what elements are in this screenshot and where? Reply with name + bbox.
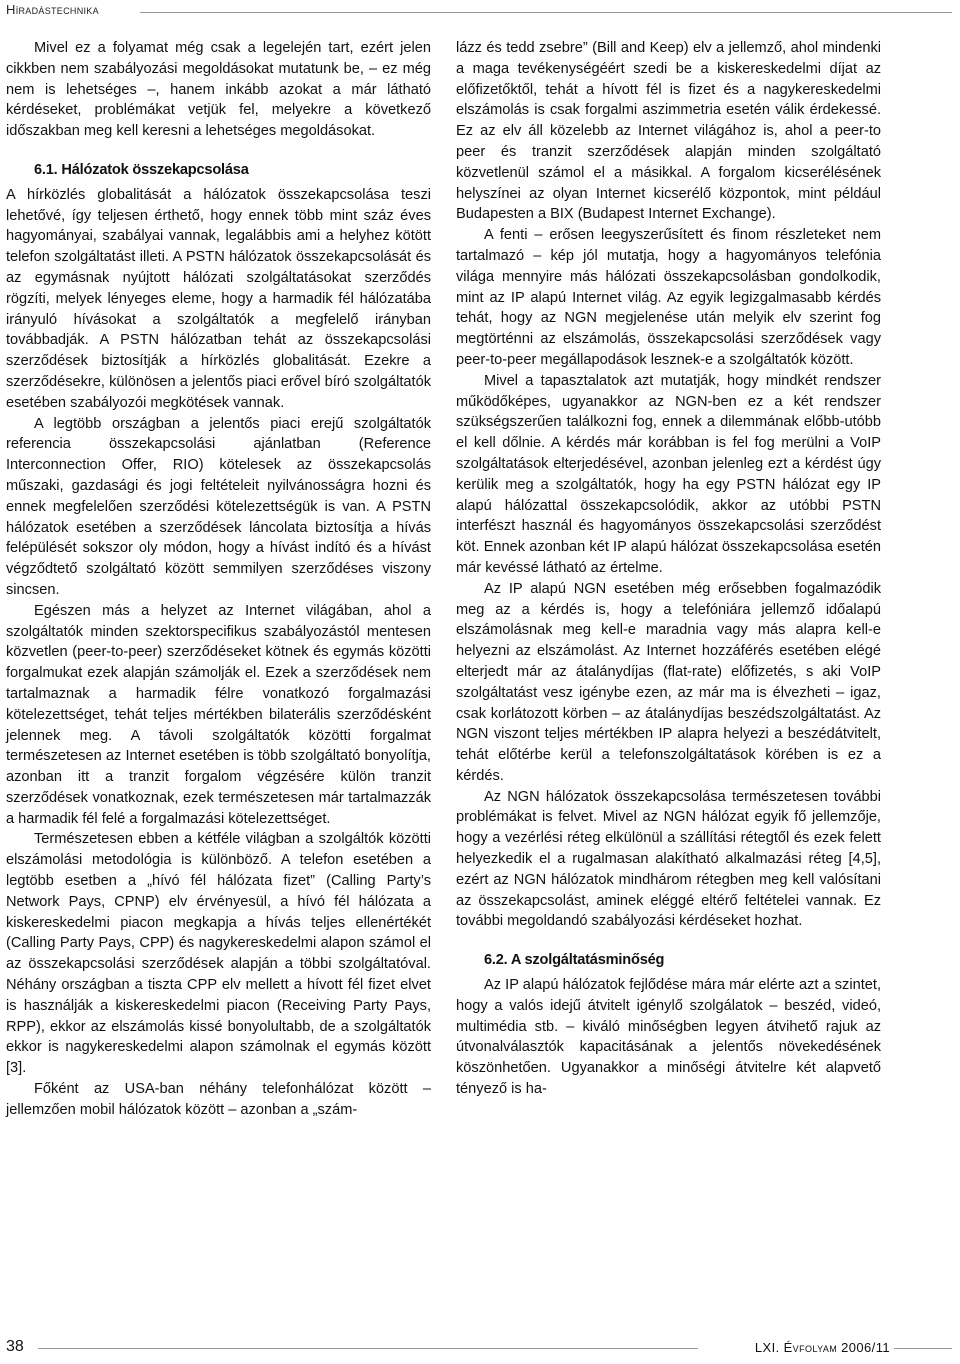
right-column [456, 38, 881, 1100]
section-heading-6-1: 6.1. Hálózatok összekapcsolása [34, 161, 249, 178]
header-rule [140, 12, 952, 13]
page-header [0, 0, 960, 30]
body-paragraph: Mivel a tapasztalatok azt mutatják, hogy mindkét rendszer működőképes, ugyanakkor az NGN-ben ez a két rendszer szükségszerűen találkozni fog, ennek a dilemmának előbb-utóbb el kell dőlnie. A kérdés már korábban is fel fog merülni a VoIP szolgáltatások elterjedésével, azonban jelenleg ezt a kérdést úgy kerülik meg a szolgáltatók, hogy ha egy PSTN hálózat egy IP alapú hálózattal összekapcsolódik, akkor az utóbbi PSTN interfészt használ és hagyományos összekapcsolási szerződést köt. Ennek azonban két IP alapú hálózat összekapcsolása esetén már kevéssé látható az értelme. [456, 372, 881, 576]
body-paragraph: Az IP alapú NGN esetében még erősebben fogalmazódik meg az a kérdés is, hogy a telefóniára jellemző időalapú elszámolásnak meg kell-e maradnia vagy más alapra kell-e helyezni az elszámolást. Az Internet hozzáférés esetében elégé elterjedt már az átalánydíjas (flat-rate) előfizetés, s aki VoIP szolgáltatást vesz igénybe ezen, az már ma is élvezheti – igaz, csak korlátozott körben – az átalánydíjas beszédszolgáltatást. Az NGN viszont teljes mértékben IP alapra helyezi a beszédátvitelt, tehát előtérbe kerül a telefonszolgáltatások körében is ez a kérdés. [456, 580, 881, 784]
body-paragraph: Természetesen ebben a kétféle világban a szolgáltók közötti elszámolási metodológia is különböző. A telefon esetében a legtöbb esetben a „hívó fél hálózata fizet” (Calling Party’s Network Pays, CPNP) elv érvényesül, a hívó fél hálózata a kiskereskedelmi piacon megkapja a hívás teljes ellenértékét (Calling Party Pays, CPP) és nagykereskedelmi alapon számol el az összekapcsolási szerződések alapján a többi szolgáltatóval. Néhány országban a tiszta CPP elv mellett a hívott fél fizet elvet is használják a kiskereskedelmi piacon (Receiving Party Pays, RPP), ekkor az elszámolás kissé bonyolultabb, de a szolgáltatók ekkor is nagykereskedelmi alapon számolnak el egymás között [3]. [6, 831, 431, 1077]
intro-paragraph: Mivel ez a folyamat még csak a legelején tart, ezért jelen cikkben nem szabályozási megoldásokat mutatunk be, – ez még nem is lehetséges –, hanem inkább azokat a már látható kérdéseket, problémákat vetjük fel, melyekre a következő időszakban meg kell keresni a lehetséges megoldásokat. [6, 40, 431, 140]
body-paragraph: A fenti – erősen leegyszerűsített és finom részleteket nem tartalmazó – kép jól mutatja, hogy a hagyományos telefónia világa mennyire más hálózati összekapcsolásban gondolkodik, mint az IP alapú Internet világ. Az egyik legizgalmasabb kérdés tehát, hogy az NGN megjelenése után melyik elv szerint fog megtörténni az elszámolás, összekapcsolási szerződések vagy peer-to-peer megállapodások lesznek-e a szolgáltatók között. [456, 227, 881, 368]
body-paragraph: lázz és tedd zsebre” (Bill and Keep) elv a jellemző, ahol mindenki a maga tevékenységéért szedi be a kiskereskedelmi díjat az előfizetőktől, tehát a hívott fél is fizet és a nagykereskedelmi elszámolás is csak forgalmi aszimmetria esetén válik érdekessé. Ez az elv áll közelebb az Internet világához is, ahol a peer-to peer és tranzit szerződések alapján minden szolgáltató közvetlenül számol el a másikkal. A forgalom kicserélésének helyszínei az olyan Internet kicserélő központok, mint például Budapesten a BIX (Budapest Internet Exchange). [456, 40, 881, 223]
body-paragraph: Az IP alapú hálózatok fejlődése mára már elérte azt a szintet, hogy a valós idejű átvitelt igénylő szolgálatok – beszéd, videó, multimédia stb. – kiváló minőségben legyen átvihető rajuk az útvonalválasztók kapacitásának a jelentős növekedésének köszönhetően. Ugyanakkor a minőségi átvitelre két alapvető tényező is ha- [456, 977, 881, 1098]
body-paragraph: Egészen más a helyzet az Internet világában, ahol a szolgáltatók minden szektorspecifikus szabályozástól mentesen közvetlen (peer-to-peer) szerződéseket kötnek és egymás közötti forgalmukat ezek alapján számolják el. Ezek a szerződések nem tartalmaznak a harmadik félre vonatkozó forgalmazási kötelezettséget, tehát teljes mértékben bilaterális szerződésként jelennek meg. A távoli szolgáltatók közötti forgalmat természetesen az Internet esetében is több szolgáltató bonyolítja, azonban itt a tranzit forgalom végzésére külön tranzit szerződések vonatkoznak, ezek természetesen már tartalmazzák a harmadik fél felé a forgalmazási kötelezettséget. [6, 602, 431, 827]
running-head: Híradástechnika [6, 2, 99, 17]
body-paragraph: Főként az USA-ban néhány telefonhálózat között – jellemzően mobil hálózatok között – azonban a „szám- [6, 1081, 431, 1118]
page-footer [0, 1334, 960, 1364]
footer-rule [38, 1348, 698, 1349]
body-paragraph: Az NGN hálózatok összekapcsolása természetesen további problémákat is felvet. Mivel az NGN hálózat egyik fő jellemzője, hogy a vezérlési réteg elkülönül a szállítási rétegtől és ezek felett helyezkedik el a rugalmasan alakítható alkalmazási réteg [4,5], ezért az NGN hálózatok mindhárom rétegben meg kell valósítani az összekapcsolást, aminek eléggé eltérő feltételei vannak. Ez további megoldandó szabályozási kérdéseket hozhat. [456, 788, 881, 930]
footer-rule [894, 1348, 952, 1349]
section-heading-6-2: 6.2. A szolgáltatásminőség [484, 952, 665, 969]
journal-issue: LXI. Évfolyam 2006/11 [754, 1340, 890, 1355]
body-paragraph: A hírközlés globalitását a hálózatok összekapcsolása teszi lehetővé, így teljesen érthető, hogy ennek több mint száz éves hagyományai, szabályai vannak, legalábbis ami a helyhez kötött telefon szolgáltatást illeti. A PSTN hálózatok összekapcsolását és az egymásnak nyújtott hálózati szolgáltatásokat szerződés rögzíti, melyek lényeges eleme, hogy a harmadik fél hálózatába irányuló hívásokat a szolgáltatók a megfelelő irányban továbbadják. A PSTN hálózatban tehát az összekapcsolási szerződések biztosítják a hírközlés globalitását. Ezekre a szerződésekre, különösen a jelentős piaci erővel bíró szolgáltatók esetében szabályozói megkötések vannak. [6, 186, 431, 411]
left-column [6, 38, 431, 1121]
body-paragraph: A legtöbb országban a jelentős piaci erejű szolgáltatók referencia összekapcsolási ajánlatban (Reference Interconnection Offer, RIO) kötelesek az összekapcsolás műszaki, gazdasági és jogi feltételeit nyilvánosságra hozni és ennek megfelelően szerződési kötelezettségük is van. A PSTN hálózatok esetében a szerződések láncolata biztosítja a hívás felépülését sokszor oly módon, hogy a hívást indító és a hívást végződtető szolgáltató között semmilyen szerződéses viszony sincsen. [6, 415, 431, 598]
page-number: 38 [6, 1338, 24, 1355]
